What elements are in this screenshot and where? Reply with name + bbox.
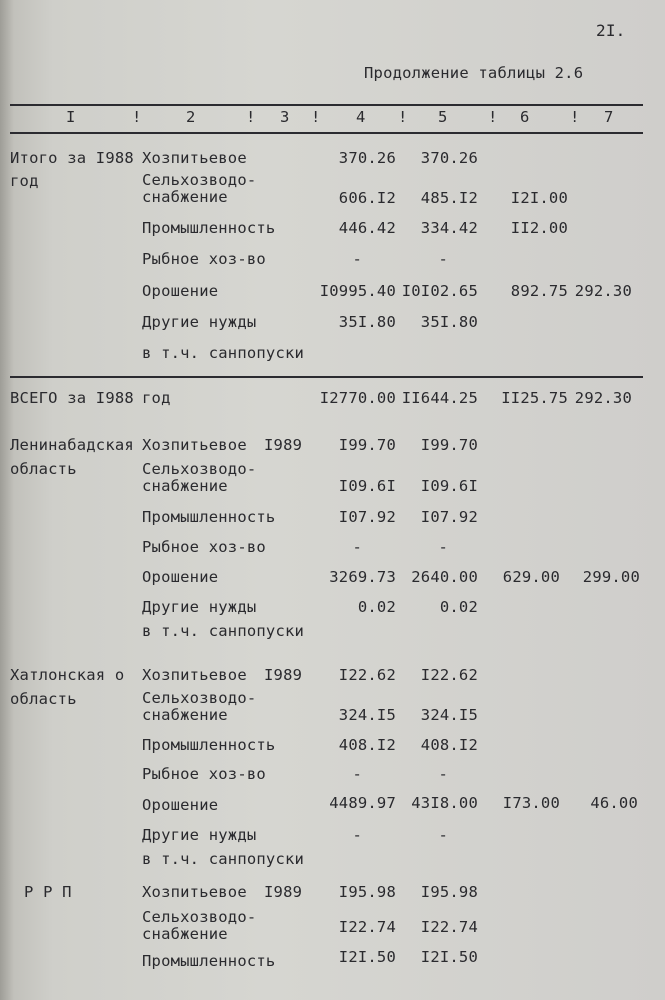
col-separator: ! [488,108,498,126]
row-group-label: Итого за I988 [10,149,134,167]
cell-col5: 370.26 [420,149,478,167]
cell-col7: 292.30 [574,282,632,300]
row-group-label: область [10,690,77,708]
cell-col4: I0995.40 [319,282,396,300]
cell-col4: I99.70 [338,436,396,454]
cell-col5: I22.74 [420,918,478,936]
item-label: Другие нужды [142,313,257,331]
year-label: I989 [264,436,303,454]
cell-col7: 292.30 [574,389,632,407]
year-label: I989 [264,666,303,684]
cell-col6: II25.75 [501,389,568,407]
cell-col5: 43I8.00 [411,794,478,812]
cell-col5: - [438,538,448,556]
item-label: Промышленность [142,736,276,754]
row-group-label: год [10,172,39,190]
cell-col5: - [438,765,448,783]
cell-col4: 408.I2 [338,736,396,754]
cell-col6: I73.00 [502,794,560,812]
row-group-label: Р Р П [24,883,72,901]
col-separator: ! [246,108,256,126]
col-header-4: 4 [356,108,366,126]
cell-col7: 299.00 [582,568,640,586]
cell-col4: I07.92 [338,508,396,526]
cell-col4: I22.62 [338,666,396,684]
item-label: снабжение [142,477,228,495]
item-label: Орошение [142,282,219,300]
col-separator: ! [398,108,408,126]
item-label: снабжение [142,925,228,943]
cell-col5: I07.92 [420,508,478,526]
item-label: Промышленность [142,508,276,526]
cell-col5: I0I02.65 [401,282,478,300]
row-group-label: область [10,460,77,478]
item-label: в т.ч. санпопуски [142,344,305,362]
cell-col6: I2I.00 [510,189,568,207]
item-label: в т.ч. санпопуски [142,850,305,868]
item-label: в т.ч. санпопуски [142,622,305,640]
item-label: год [142,389,171,407]
cell-col5: 408.I2 [420,736,478,754]
cell-col6: 629.00 [502,568,560,586]
cell-col4: I2I.50 [338,948,396,966]
header-bottom-rule [10,132,643,134]
item-label: Сельхозводо- [142,460,257,478]
item-label: Промышленность [142,952,276,970]
col-header-2: 2 [186,108,196,126]
cell-col5: I95.98 [420,883,478,901]
cell-col5: II644.25 [401,389,478,407]
item-label: Хозпитьевое [142,666,247,684]
cell-col7: 46.00 [590,794,638,812]
col-header-3: 3 [280,108,290,126]
item-label: Хозпитьевое [142,436,247,454]
col-header-7: 7 [604,108,614,126]
cell-col4: I95.98 [338,883,396,901]
item-label: Рыбное хоз-во [142,538,266,556]
cell-col4: I09.6I [338,477,396,495]
item-label: Хозпитьевое [142,149,247,167]
cell-col5: 2640.00 [411,568,478,586]
item-label: снабжение [142,188,228,206]
item-label: Рыбное хоз-во [142,765,266,783]
cell-col5: 324.I5 [420,706,478,724]
cell-col6: 892.75 [510,282,568,300]
cell-col5: I09.6I [420,477,478,495]
col-separator: ! [570,108,580,126]
cell-col4: 4489.97 [329,794,396,812]
item-label: снабжение [142,706,228,724]
cell-col4: 446.42 [338,219,396,237]
header-top-rule [10,104,643,106]
item-label: Другие нужды [142,826,257,844]
row-group-label: ВСЕГО за I988 [10,389,134,407]
item-label: Другие нужды [142,598,257,616]
row-group-label: Ленинабадская [10,436,134,454]
item-label: Сельхозводо- [142,689,257,707]
col-header-1: I [66,108,76,126]
table-caption: Продолжение таблицы 2.6 [364,64,584,82]
cell-col4: 324.I5 [338,706,396,724]
item-label: Хозпитьевое [142,883,247,901]
col-header-6: 6 [520,108,530,126]
cell-col4: 606.I2 [338,189,396,207]
cell-col5: 0.02 [439,598,478,616]
item-label: Промышленность [142,219,276,237]
cell-col4: 3269.73 [329,568,396,586]
cell-col4: I22.74 [338,918,396,936]
col-header-5: 5 [438,108,448,126]
cell-col6: II2.00 [510,219,568,237]
cell-col5: 35I.80 [420,313,478,331]
page-number: 2I. [596,21,626,40]
col-separator: ! [132,108,142,126]
year-label: I989 [264,883,303,901]
cell-col4: 0.02 [357,598,396,616]
item-label: Сельхозводо- [142,171,257,189]
cell-col4: - [352,250,362,268]
row-group-label: Хатлонская о [10,666,125,684]
cell-col4: I2770.00 [319,389,396,407]
cell-col5: 334.42 [420,219,478,237]
cell-col5: - [438,826,448,844]
col-separator: ! [311,108,321,126]
cell-col4: 35I.80 [338,313,396,331]
cell-col4: - [352,826,362,844]
item-label: Сельхозводо- [142,908,257,926]
cell-col4: - [352,765,362,783]
cell-col4: - [352,538,362,556]
cell-col5: 485.I2 [420,189,478,207]
item-label: Орошение [142,568,219,586]
cell-col5: I99.70 [420,436,478,454]
cell-col4: 370.26 [338,149,396,167]
cell-col5: I2I.50 [420,948,478,966]
cell-col5: I22.62 [420,666,478,684]
item-label: Рыбное хоз-во [142,250,266,268]
item-label: Орошение [142,796,219,814]
section-divider-rule [10,376,643,378]
cell-col5: - [438,250,448,268]
